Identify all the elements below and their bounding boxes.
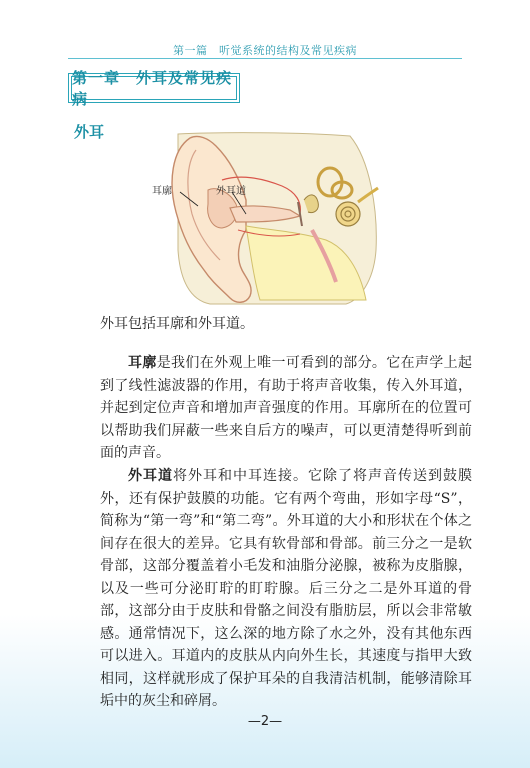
ear-anatomy-figure: [150, 130, 382, 308]
chapter-title: 第一章 外耳及常见疾病: [71, 76, 237, 100]
header-rule: [68, 58, 462, 59]
canal-paragraph: [100, 465, 472, 713]
cochlea-outer: [336, 202, 360, 226]
section-heading: 外耳: [74, 123, 105, 141]
auricle-term: 耳廓: [128, 355, 157, 371]
auricle-paragraph: [100, 352, 472, 465]
figure-caption: 外耳包括耳廓和外耳道。: [100, 316, 254, 332]
canal-term: 外耳道: [128, 468, 173, 484]
auricle-label: 耳廓: [152, 186, 172, 197]
ear-illustration: [150, 130, 382, 308]
chapter-title-box: [68, 69, 240, 108]
canal-text: 将外耳和中耳连接。它除了将声音传送到鼓膜外，还有保护鼓膜的功能。它有两个弯曲，形如字母“S”，简称为“第一弯”和“第二弯”。外耳道的大小和形状在个体之间存在很大的差异。它具有软骨部和骨部。前三分之一是软骨部，这部分覆盖着小毛发和油脂分泌腺，被称为皮脂腺，以及一些可分泌盯聍的盯聍腺。后三分之二是外耳道的骨部，这部分由于皮肤和骨骼之间没有脂肪层，所以会非常敏感。通常情况下，这么深的地方除了水之外，没有其他东西可以进入。耳道内的皮肤从内向外生长，其速度与指甲大致相同，这样就形成了保护耳朵的自我清洁机制，能够清除耳垢中的灰尘和碎屑。: [100, 468, 472, 709]
running-header: 第一篇 听觉系统的结构及常见疾病: [173, 44, 357, 57]
page-number: —2—: [247, 714, 283, 729]
auricle-text: 是我们在外观上唯一可看到的部分。它在声学上起到了线性滤波器的作用，有助于将声音收集，传入外耳道，并起到定位声音和增加声音强度的作用。耳廓所在的位置可以帮助我们屏蔽一些来自后方的噪声，可以更清楚得听到前面的声音。: [100, 355, 473, 461]
ear-canal-label: 外耳道: [216, 186, 246, 197]
